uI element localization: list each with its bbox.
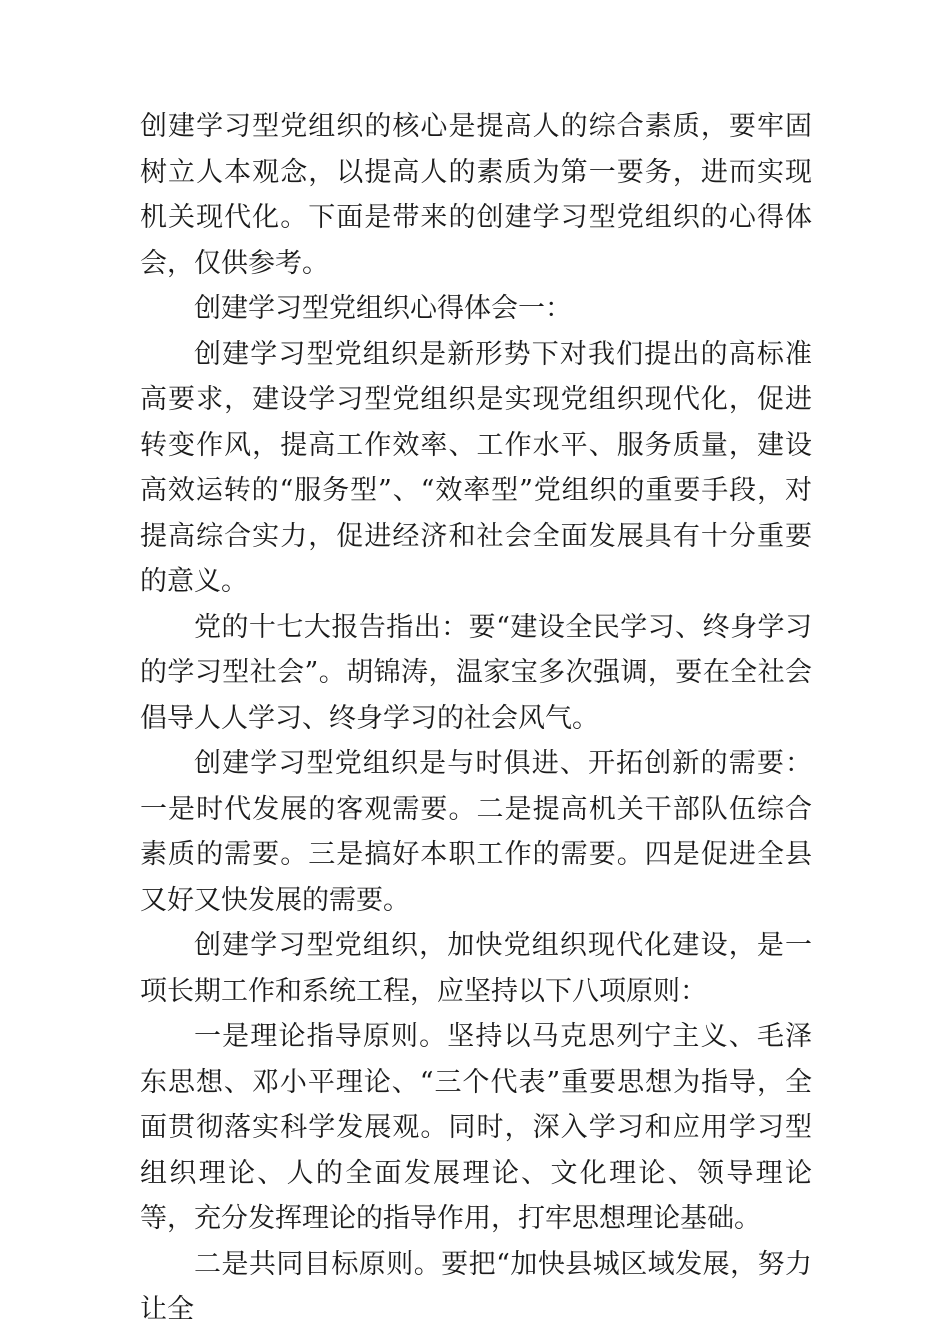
- paragraph: 创建学习型党组织是新形势下对我们提出的高标准高要求，建设学习型党组织是实现党组织现代化，促进转变作风，提高工作效率、工作水平、服务质量，建设高效运转的“服务型”、“效率型”党组织的重要手段，对提高综合实力，促进经济和社会全面发展具有十分重要的意义。: [140, 338, 812, 597]
- paragraph: 党的十七大报告指出：要“建设全民学习、终身学习的学习型社会”。胡锦涛，温家宝多次强调，要在全社会倡导人人学习、终身学习的社会风气。: [140, 611, 812, 734]
- document-body: [140, 104, 812, 1333]
- paragraph-heading: 创建学习型党组织心得体会一：: [194, 293, 572, 324]
- paragraph: 创建学习型党组织是与时俱进、开拓创新的需要：一是时代发展的客观需要。二是提高机关干部队伍综合素质的需要。三是搞好本职工作的需要。四是促进全县又好又快发展的需要。: [140, 748, 812, 916]
- paragraph: 二是共同目标原则。要把“加快县城区域发展，努力让全: [140, 1248, 812, 1325]
- paragraph-intro: 创建学习型党组织的核心是提高人的综合素质，要牢固树立人本观念，以提高人的素质为第一要务，进而实现机关现代化。下面是带来的创建学习型党组织的心得体会，仅供参考。: [140, 111, 812, 279]
- paragraph: 一是理论指导原则。坚持以马克思列宁主义、毛泽东思想、邓小平理论、“三个代表”重要思想为指导，全面贯彻落实科学发展观。同时，深入学习和应用学习型组织理论、人的全面发展理论、文化理论、领导理论等，充分发挥理论的指导作用，打牢思想理论基础。: [140, 1021, 812, 1234]
- paragraph: 创建学习型党组织，加快党组织现代化建设，是一项长期工作和系统工程，应坚持以下八项原则：: [140, 930, 812, 1007]
